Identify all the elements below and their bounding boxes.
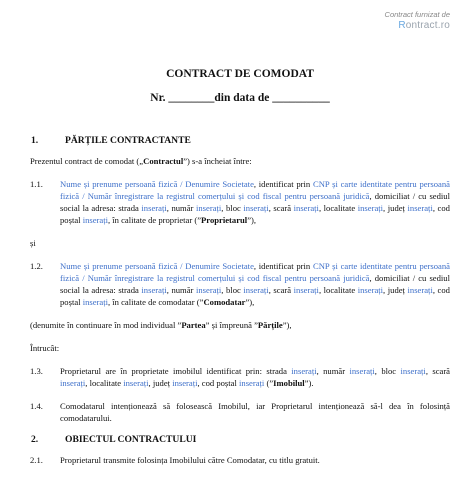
conjunction-si: și <box>30 238 36 248</box>
text-run: ”), <box>245 297 255 307</box>
brand-logo-accent: R <box>398 20 406 31</box>
text-run: , scară <box>425 366 451 376</box>
text-run: , număr <box>166 203 196 213</box>
placeholder-county[interactable]: inserați <box>172 378 198 388</box>
document-page <box>30 68 450 466</box>
text-run: , identificat prin <box>253 179 313 189</box>
placeholder-zip[interactable]: inserați <box>82 215 108 225</box>
clause-text <box>60 178 450 226</box>
brand-logo[interactable] <box>385 20 450 31</box>
clause-number: 1.2. <box>30 261 43 271</box>
clause-1-1 <box>30 178 450 226</box>
clause-text: Comodatarul intenționează să folosească Imobilul, iar Proprietarul intenționează să-l dea în folosință comodatarului. <box>60 401 450 423</box>
placeholder-city[interactable]: inserați <box>357 203 384 213</box>
clause-text <box>60 365 450 389</box>
text-run: , bloc <box>221 285 244 295</box>
clause-1-2 <box>30 260 450 308</box>
clause-number: 2.1. <box>30 455 43 465</box>
text-run: , localitate <box>318 203 358 213</box>
placeholder-block[interactable]: inserați <box>243 203 269 213</box>
placeholder-city[interactable]: inserați <box>123 378 149 388</box>
placeholder-street[interactable]: inserați <box>141 203 167 213</box>
text-run: , scară <box>268 285 294 295</box>
placeholder-name[interactable]: Nume și prenume persoană fizică / Denumire Societate <box>60 179 254 189</box>
clause-number: 1.1. <box>30 179 43 189</box>
text-run: , identificat prin <box>253 261 313 271</box>
text-run: ” și împreună ” <box>205 320 258 330</box>
text-run: , județ <box>383 285 408 295</box>
document-title: CONTRACT DE COMODAT <box>166 68 314 80</box>
text-run: (” <box>264 378 274 388</box>
text-run: , județ <box>148 378 173 388</box>
intro-paragraph <box>30 155 450 167</box>
placeholder-city[interactable]: inserați <box>357 285 384 295</box>
placeholder-county[interactable]: inserați <box>407 285 433 295</box>
clause-text: Proprietarul transmite folosința Imobilului către Comodatar, cu titlu gratuit. <box>60 455 320 465</box>
placeholder-street[interactable]: inserați <box>141 285 167 295</box>
text-run: , în calitate de proprietar (” <box>107 215 202 225</box>
text-run: ”) s-a încheiat între: <box>183 156 252 166</box>
placeholder-county[interactable]: inserați <box>407 203 433 213</box>
text-run: , localitate <box>85 378 124 388</box>
text-run: , cod poștal <box>60 285 450 307</box>
placeholder-number[interactable]: inserați <box>349 366 375 376</box>
brand-logo-text: ontract.ro <box>405 20 450 31</box>
clause-1-3 <box>30 365 450 389</box>
placeholder-stair[interactable]: inserați <box>293 285 319 295</box>
document-number-line: Nr. ________din data de __________ <box>150 92 330 104</box>
brand-block <box>385 10 450 31</box>
text-run: Prezentul contract de comodat („ <box>30 156 144 166</box>
text-run: , cod poștal <box>197 378 240 388</box>
clause-number: 1.4. <box>30 401 43 411</box>
section-heading-1 <box>31 135 450 146</box>
placeholder-street[interactable]: inserați <box>291 366 317 376</box>
term-proprietar: Proprietarul <box>201 215 248 225</box>
placeholder-block[interactable]: inserați <box>243 285 269 295</box>
text-run: ”), <box>247 215 257 225</box>
term-imobilul: Imobilul <box>273 378 305 388</box>
section-title: OBIECTUL CONTRACTULUI <box>65 434 197 445</box>
term-contract: Contractul <box>143 156 184 166</box>
text-run: ”). <box>304 378 314 388</box>
clause-number: 1.3. <box>30 366 43 376</box>
placeholder-zip[interactable]: inserați <box>239 378 265 388</box>
text-run: , domiciliat / cu sediul social la adresa: strada <box>60 273 450 295</box>
whereas-label: Întrucât: <box>30 343 60 353</box>
text-run: , număr <box>166 285 196 295</box>
text-run: , în calitate de comodatar (” <box>107 297 204 307</box>
text-run: , scară <box>268 203 294 213</box>
placeholder-id[interactable]: CNP și carte identitate pentru persoană fizică / Număr înregistrare la registrul comerțului și cod fiscal pentru persoană juridică <box>60 179 450 201</box>
brand-tagline: Contract furnizat de <box>384 10 450 19</box>
clause-1-4 <box>30 400 450 424</box>
placeholder-stair[interactable]: inserați <box>293 203 319 213</box>
clause-2-1 <box>30 454 450 466</box>
section-number: 2. <box>31 434 39 445</box>
placeholder-number[interactable]: inserați <box>195 203 222 213</box>
placeholder-stair[interactable]: inserați <box>60 378 86 388</box>
placeholder-block[interactable]: inserați <box>400 366 426 376</box>
clause-text <box>60 260 450 308</box>
text-run: , cod poștal <box>60 203 450 225</box>
text-run: , domiciliat / cu sediul social la adresa: strada <box>60 191 450 213</box>
placeholder-name[interactable]: Nume și prenume persoană fizică / Denumire Societate <box>60 261 254 271</box>
parties-definition <box>30 319 450 331</box>
text-run: (denumite în continuare în mod individual ” <box>30 320 182 330</box>
placeholder-id[interactable]: CNP și carte identitate pentru persoană fizică / Număr înregistrare la registrul comerțului și cod fiscal pentru persoană juridică <box>60 261 450 283</box>
section-number: 1. <box>31 135 39 146</box>
term-partile: Părțile <box>257 320 283 330</box>
text-run: , bloc <box>374 366 401 376</box>
placeholder-number[interactable]: inserați <box>195 285 222 295</box>
term-comodatar: Comodatar <box>203 297 246 307</box>
text-run: , bloc <box>221 203 244 213</box>
text-run: , număr <box>316 366 350 376</box>
term-partea: Partea <box>181 320 206 330</box>
text-run: , județ <box>383 203 408 213</box>
text-run: , localitate <box>318 285 358 295</box>
section-title: PĂRȚILE CONTRACTANTE <box>65 135 191 146</box>
placeholder-zip[interactable]: inserați <box>82 297 108 307</box>
text-run: ”), <box>282 320 292 330</box>
section-heading-2 <box>31 434 450 445</box>
text-run: Proprietarul are în proprietate imobilul identificat prin: strada <box>60 366 292 376</box>
